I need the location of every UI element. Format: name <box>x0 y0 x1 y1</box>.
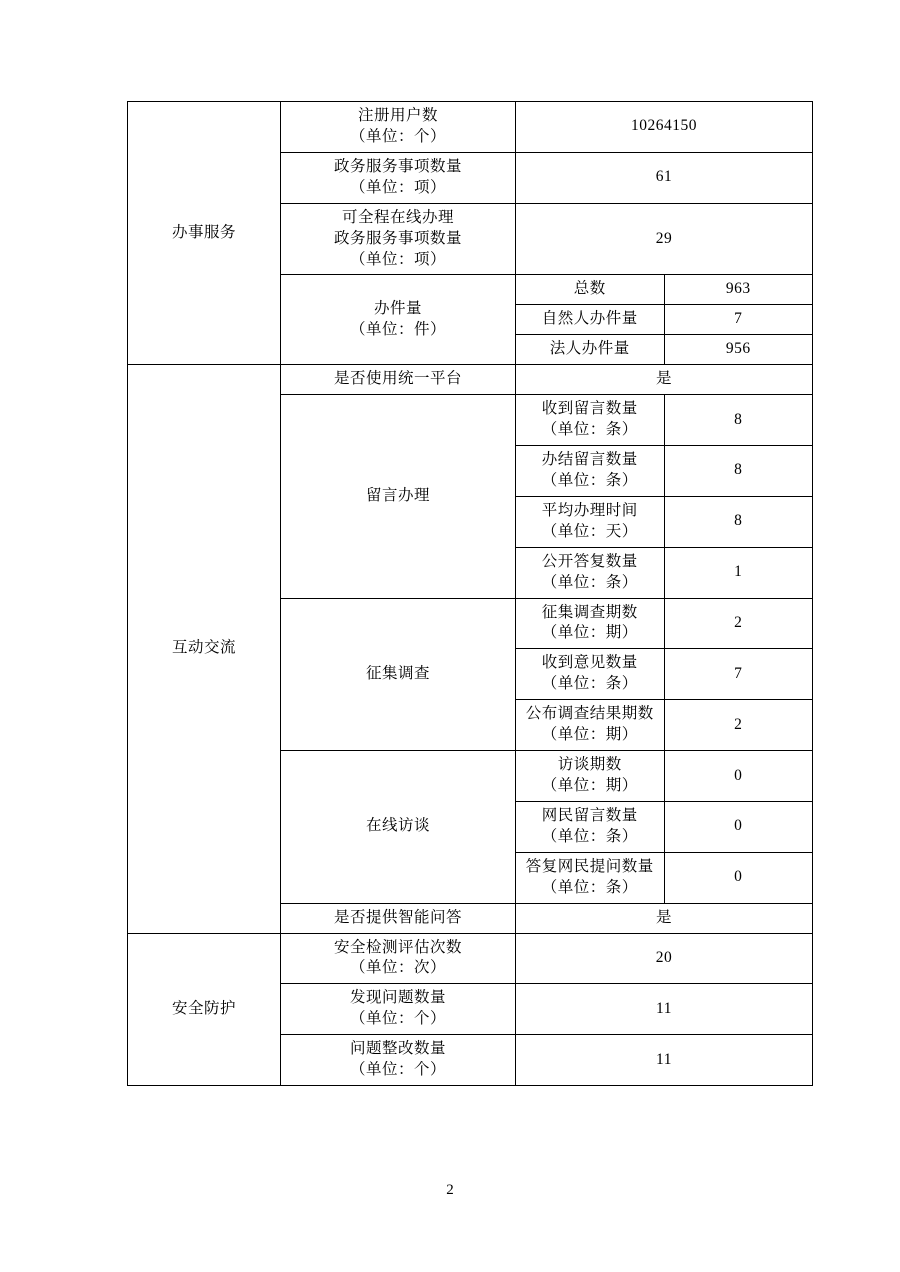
cell-text-line: （单位：个） <box>349 1061 446 1079</box>
table-row <box>128 933 813 984</box>
metric-value-cell: 是 <box>516 365 813 395</box>
cell-text-line: 政务服务事项数量 <box>333 157 462 175</box>
metric-value-cell: 2 <box>664 700 813 751</box>
cell-text-line: 访谈期数 <box>557 756 622 774</box>
metric-sublabel-cell <box>516 700 665 751</box>
cell-text-line: 法人办件量 <box>549 340 630 358</box>
cell-text-line: 政务服务事项数量 <box>333 229 462 247</box>
cell-text-line: （单位：条） <box>541 675 638 693</box>
metric-sublabel-cell <box>516 598 665 649</box>
metric-label-cell <box>281 102 516 153</box>
metric-value-cell: 7 <box>664 649 813 700</box>
cell-text-line: 征集调查 <box>365 664 430 682</box>
metric-value-cell: 2 <box>664 598 813 649</box>
metric-value-cell: 61 <box>516 152 813 203</box>
metric-label-cell <box>281 203 516 275</box>
cell-text-line: （单位：个） <box>349 1010 446 1028</box>
page-number: 2 <box>446 1182 454 1198</box>
metric-value-cell: 956 <box>664 335 813 365</box>
cell-text-line: （单位：个） <box>349 127 446 145</box>
cell-text-line: 可全程在线办理 <box>341 208 454 226</box>
metric-label-cell <box>281 395 516 598</box>
government-website-report-table <box>127 101 813 1086</box>
metric-sublabel-cell <box>516 852 665 903</box>
metric-sublabel-cell <box>516 275 665 305</box>
metric-value-cell: 0 <box>664 852 813 903</box>
category-cell <box>128 933 281 1086</box>
metric-value-cell: 20 <box>516 933 813 984</box>
cell-text-line: （单位：项） <box>349 250 446 268</box>
metric-value-cell: 29 <box>516 203 813 275</box>
metric-label-cell <box>281 275 516 365</box>
cell-text-line: 平均办理时间 <box>541 501 638 519</box>
cell-text-line: 总数 <box>573 280 606 298</box>
metric-value-cell: 7 <box>664 305 813 335</box>
cell-text-line: （单位：条） <box>541 471 638 489</box>
metric-value-cell: 11 <box>516 984 813 1035</box>
metric-value-cell: 是 <box>516 903 813 933</box>
metric-label-cell <box>281 365 516 395</box>
metric-sublabel-cell <box>516 801 665 852</box>
metric-sublabel-cell <box>516 751 665 802</box>
cell-text-line: 公开答复数量 <box>541 552 638 570</box>
category-cell <box>128 365 281 933</box>
metric-label-cell <box>281 984 516 1035</box>
cell-text-line: 答复网民提问数量 <box>525 857 654 875</box>
metric-sublabel-cell <box>516 649 665 700</box>
cell-text-line: 办事服务 <box>171 223 236 241</box>
metric-value-cell: 10264150 <box>516 102 813 153</box>
cell-text-line: 安全检测评估次数 <box>333 938 462 956</box>
cell-text-line: （单位：天） <box>541 522 638 540</box>
cell-text-line: （单位：条） <box>541 573 638 591</box>
cell-text-line: （单位：期） <box>541 726 638 744</box>
cell-text-line: 问题整改数量 <box>349 1040 446 1058</box>
cell-text-line: （单位：次） <box>349 959 446 977</box>
cell-text-line: 注册用户数 <box>357 107 438 124</box>
metric-value-cell: 963 <box>664 275 813 305</box>
cell-text-line: 公布调查结果期数 <box>525 705 654 723</box>
metric-label-cell <box>281 152 516 203</box>
cell-text-line: （单位：条） <box>541 878 638 896</box>
cell-text-line: 收到留言数量 <box>541 400 638 418</box>
cell-text-line: （单位：项） <box>349 178 446 196</box>
cell-text-line: 是否提供智能问答 <box>333 908 462 926</box>
metric-sublabel-cell <box>516 395 665 446</box>
cell-text-line: （单位：件） <box>349 320 446 338</box>
cell-text-line: 安全防护 <box>171 999 236 1017</box>
category-cell <box>128 102 281 365</box>
cell-text-line: 征集调查期数 <box>541 603 638 621</box>
metric-value-cell: 8 <box>664 496 813 547</box>
cell-text-line: （单位：期） <box>541 776 638 794</box>
table-row <box>128 102 813 153</box>
metric-value-cell: 11 <box>516 1035 813 1086</box>
metric-label-cell <box>281 933 516 984</box>
metric-value-cell: 0 <box>664 751 813 802</box>
metric-sublabel-cell <box>516 496 665 547</box>
cell-text-line: 发现问题数量 <box>349 989 446 1007</box>
cell-text-line: 办结留言数量 <box>541 450 638 468</box>
report-table-container <box>127 101 787 1086</box>
metric-sublabel-cell <box>516 445 665 496</box>
cell-text-line: 自然人办件量 <box>541 310 638 328</box>
metric-label-cell <box>281 903 516 933</box>
metric-sublabel-cell <box>516 335 665 365</box>
cell-text-line: （单位：条） <box>541 827 638 845</box>
metric-value-cell: 1 <box>664 547 813 598</box>
metric-value-cell: 0 <box>664 801 813 852</box>
metric-label-cell <box>281 1035 516 1086</box>
cell-text-line: （单位：条） <box>541 421 638 439</box>
cell-text-line: （单位：期） <box>541 624 638 642</box>
metric-value-cell: 8 <box>664 395 813 446</box>
cell-text-line: 收到意见数量 <box>541 654 638 672</box>
cell-text-line: 是否使用统一平台 <box>333 370 462 388</box>
metric-sublabel-cell <box>516 305 665 335</box>
metric-sublabel-cell <box>516 547 665 598</box>
cell-text-line: 在线访谈 <box>365 817 430 835</box>
table-row <box>128 365 813 395</box>
metric-label-cell <box>281 751 516 904</box>
metric-label-cell <box>281 598 516 751</box>
cell-text-line: 网民留言数量 <box>541 806 638 824</box>
cell-text-line: 留言办理 <box>365 486 430 504</box>
metric-value-cell: 8 <box>664 445 813 496</box>
table-body <box>128 102 813 1086</box>
cell-text-line: 互动交流 <box>171 639 236 657</box>
cell-text-line: 办件量 <box>373 299 422 317</box>
